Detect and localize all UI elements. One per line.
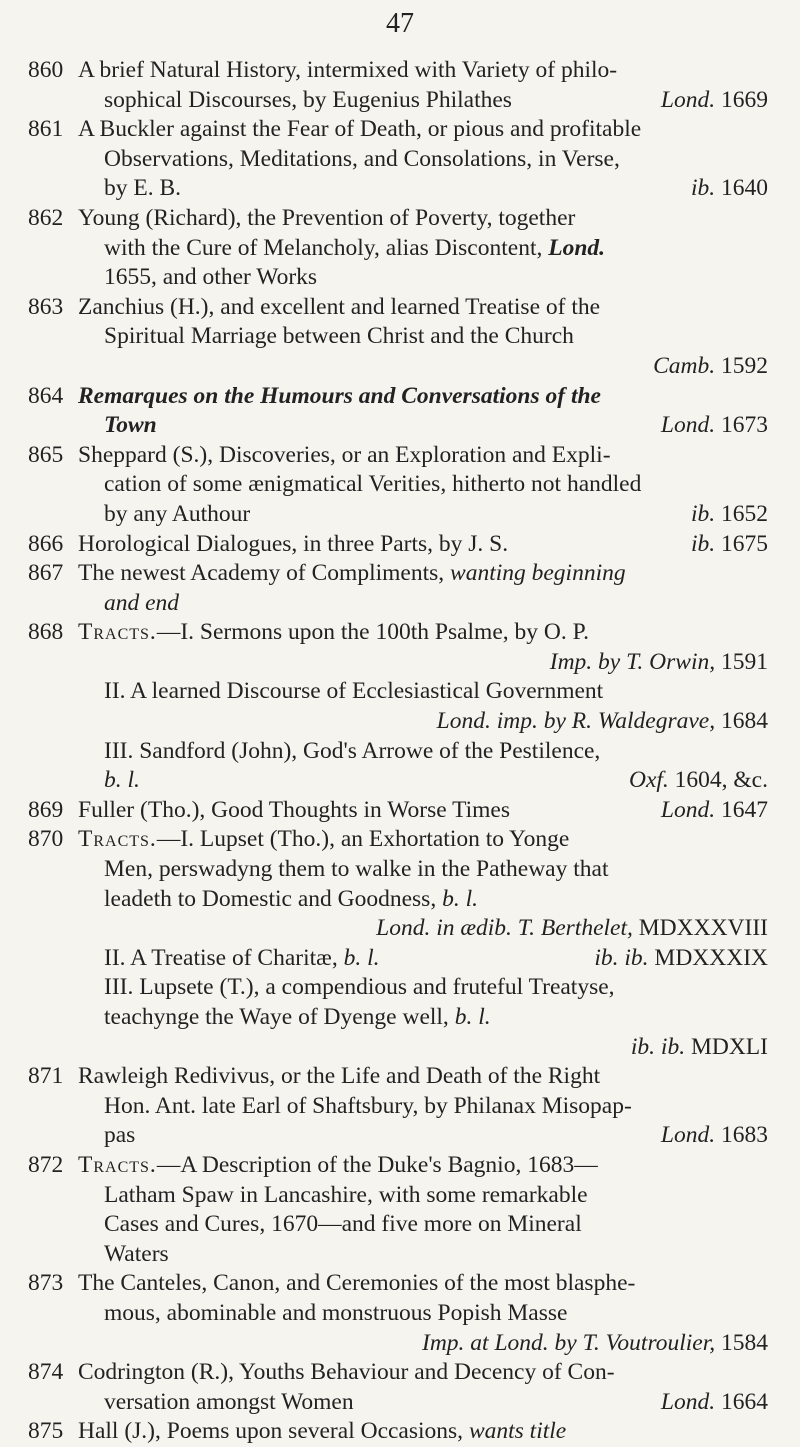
entry-imprint	[78, 707, 768, 737]
entry-text-line	[78, 766, 768, 796]
entry-text: Spiritual Marriage between Christ and the Church	[104, 323, 574, 350]
entry-text-line	[78, 559, 768, 589]
entry-text-line	[78, 1417, 768, 1447]
entry-year: 1664	[721, 1388, 768, 1415]
catalogue-entry	[28, 1269, 768, 1358]
entry-format: b. l.	[454, 1004, 491, 1030]
entry-text-line	[78, 618, 768, 648]
entry-text: sophical Discourses, by Eugenius Philathes	[104, 86, 512, 113]
catalogue-entry	[28, 618, 768, 796]
catalogue-entry	[28, 115, 768, 204]
catalogue-entry	[28, 796, 768, 826]
entry-text: II. A learned Discourse of Ecclesiastical Government	[104, 678, 604, 705]
catalogue-entry	[28, 530, 768, 560]
entry-place: ib. ib.	[630, 1033, 686, 1060]
entry-text: Young (Richard), the Prevention of Poverty, together	[78, 204, 576, 231]
entry-place: Lond.	[660, 86, 716, 113]
entry-imprint	[78, 648, 768, 678]
catalogue-entry	[28, 825, 768, 1062]
entry-imprint	[78, 914, 768, 944]
entry-heading: Tracts.	[78, 826, 157, 853]
entry-number: 867	[28, 560, 64, 587]
entry-place: ib.	[690, 530, 716, 557]
entry-place: ib.	[690, 500, 716, 527]
entry-format: b. l.	[104, 767, 140, 794]
entry-text: Hon. Ant. late Earl of Shaftsbury, by Philanax Misopap-	[104, 1092, 632, 1119]
entry-text: Rawleigh Redivivus, or the Life and Death of the Right	[78, 1063, 601, 1090]
entry-text: Zanchius (H.), and excellent and learned Treatise of the	[78, 293, 601, 320]
entry-number: 869	[28, 796, 64, 823]
entry-text: Latham Spaw in Lancashire, with some remarkable	[104, 1181, 588, 1208]
entry-text: leadeth to Domestic and Goodness,	[104, 885, 437, 912]
entry-format: b. l.	[343, 944, 380, 971]
entry-heading: Tracts.	[78, 1151, 157, 1178]
entry-number: 872	[28, 1151, 64, 1178]
entry-text: —A Description of the Duke's Bagnio, 1683—	[156, 1151, 598, 1178]
entry-text: teachynge the Waye of Dyenge well,	[104, 1004, 449, 1030]
entry-number: 873	[28, 1270, 64, 1297]
entry-year: 1673	[721, 412, 768, 439]
entry-year: 1647	[721, 796, 768, 823]
entry-place: ib.	[690, 175, 716, 202]
catalogue-entry	[28, 204, 768, 293]
entry-text: III. Lupsete (T.), a compendious and fruteful Treatyse,	[104, 974, 615, 1001]
entry-year: MDXXXIX	[654, 944, 768, 971]
entry-year: 1669	[721, 86, 768, 113]
entry-text: Town	[104, 412, 157, 439]
entry-year: 1684	[721, 708, 768, 735]
entry-number: 863	[28, 293, 64, 320]
entry-text: Sheppard (S.), Discoveries, or an Exploration and Expli-	[78, 441, 611, 468]
entry-place: Lond. imp. by R. Waldegrave,	[436, 708, 716, 735]
entry-text: Codrington (R.), Youths Behaviour and Decency of Con-	[78, 1359, 615, 1386]
entry-text-line	[78, 86, 768, 116]
catalogue-entry	[28, 1358, 768, 1417]
entry-text: Fuller (Tho.), Good Thoughts in Worse Times	[78, 796, 511, 823]
entry-text-line	[78, 174, 768, 204]
entry-text: by E. B.	[104, 175, 182, 202]
entry-number: 871	[28, 1063, 64, 1090]
entry-number: 865	[28, 441, 64, 468]
entry-text: A Buckler against the Fear of Death, or pious and profitable	[78, 116, 642, 143]
entry-text: with the Cure of Melancholy, alias Discontent,	[104, 234, 543, 261]
entry-text-line	[78, 944, 768, 974]
entry-place: Lond.	[660, 796, 716, 823]
entry-number: 860	[28, 57, 64, 83]
entry-place: Imp. by T. Orwin,	[549, 648, 716, 675]
entry-place: ib. ib.	[594, 944, 649, 971]
entry-text: cation of some ænigmatical Verities, hitherto not handled	[104, 471, 642, 498]
entry-heading: Tracts.	[78, 619, 157, 646]
entry-text: II. A Treatise of Charitæ,	[104, 944, 338, 971]
entry-note: and end	[104, 589, 180, 616]
entry-format: b. l.	[442, 885, 478, 912]
entry-text-line	[78, 234, 768, 264]
entry-year: 1683	[721, 1122, 768, 1149]
entry-text-line	[78, 500, 768, 530]
entry-place: Oxf.	[628, 767, 669, 794]
entry-text-line	[78, 411, 768, 441]
entry-year: MDXLI	[690, 1033, 768, 1060]
entry-year: 1675	[721, 530, 768, 557]
entry-number: 862	[28, 204, 64, 231]
entry-text: Horological Dialogues, in three Parts, by J. S.	[78, 530, 509, 557]
entry-imprint	[78, 352, 768, 382]
entry-text-line	[78, 885, 768, 915]
entry-year: 1604, &c.	[674, 767, 768, 794]
entry-year: 1591	[721, 648, 768, 675]
entry-text-line	[78, 825, 768, 855]
entry-place: Camb.	[653, 352, 716, 379]
entry-text: —I. Sermons upon the 100th Psalme, by O. P.	[156, 619, 589, 646]
entry-text-line	[78, 1388, 768, 1418]
catalogue-entry	[28, 1417, 768, 1447]
entry-text: 1655, and other Works	[104, 264, 318, 291]
catalogue-entry	[28, 441, 768, 530]
entry-number: 866	[28, 530, 64, 557]
catalogue-entry	[28, 56, 768, 115]
entry-text: Men, perswadyng them to walke in the Patheway that	[104, 856, 609, 883]
entry-text: Hall (J.), Poems upon several Occasions,	[78, 1418, 464, 1445]
entry-place: Lond.	[548, 234, 606, 261]
entry-text: by any Authour	[104, 500, 251, 527]
entry-year: 1584	[721, 1329, 768, 1356]
entry-note: wanting beginning	[450, 560, 626, 587]
entry-note: wants title	[468, 1418, 567, 1445]
entry-year: 1640	[721, 175, 768, 202]
catalogue-entry	[28, 293, 768, 382]
entry-place: Lond.	[660, 412, 716, 439]
entry-place: Imp. at Lond. by T. Voutroulier,	[422, 1329, 716, 1356]
entry-imprint	[78, 1033, 768, 1063]
entry-number: 874	[28, 1359, 64, 1386]
entry-text: mous, abominable and monstruous Popish Masse	[104, 1299, 568, 1326]
entry-text: —I. Lupset (Tho.), an Exhortation to Yonge	[156, 826, 570, 853]
entry-place: Lond. in ædib. T. Berthelet,	[376, 915, 633, 942]
catalogue-entries	[28, 56, 768, 1447]
entry-text: III. Sandford (John), God's Arrowe of the Pestilence,	[104, 737, 601, 764]
entry-number: 864	[28, 382, 64, 409]
entry-text-line	[78, 796, 768, 826]
entry-text: pas	[104, 1122, 136, 1149]
entry-text: Cases and Cures, 1670—and five more on Mineral	[104, 1211, 582, 1238]
entry-year: 1652	[721, 500, 768, 527]
entry-number: 875	[28, 1418, 64, 1445]
entry-text-line	[78, 1121, 768, 1151]
entry-text: The newest Academy of Compliments,	[78, 560, 445, 587]
page-number: 47	[386, 8, 414, 39]
entry-year: MDXXXVIII	[638, 915, 768, 942]
entry-text: The Canteles, Canon, and Ceremonies of the most blasphe-	[78, 1270, 636, 1297]
entry-number: 870	[28, 826, 64, 853]
catalogue-entry	[28, 382, 768, 441]
entry-text: Remarques on the Humours and Conversations of the	[78, 382, 601, 409]
entry-place: Lond.	[660, 1122, 716, 1149]
entry-text: Observations, Meditations, and Consolations, in Verse,	[104, 145, 620, 172]
entry-text: A brief Natural History, intermixed with Variety of philo-	[78, 57, 618, 83]
entry-number: 861	[28, 116, 64, 143]
entry-text: Waters	[104, 1240, 169, 1267]
entry-text: versation amongst Women	[104, 1388, 354, 1415]
entry-imprint	[78, 1329, 768, 1359]
entry-text-line	[78, 530, 768, 560]
entry-year: 1592	[721, 352, 768, 379]
entry-text-line	[78, 1151, 768, 1181]
entry-place: Lond.	[660, 1388, 716, 1415]
catalogue-entry	[28, 559, 768, 618]
catalogue-entry	[28, 1062, 768, 1151]
entry-text-line	[78, 1003, 768, 1033]
catalogue-entry	[28, 1151, 768, 1269]
entry-number: 868	[28, 619, 64, 646]
